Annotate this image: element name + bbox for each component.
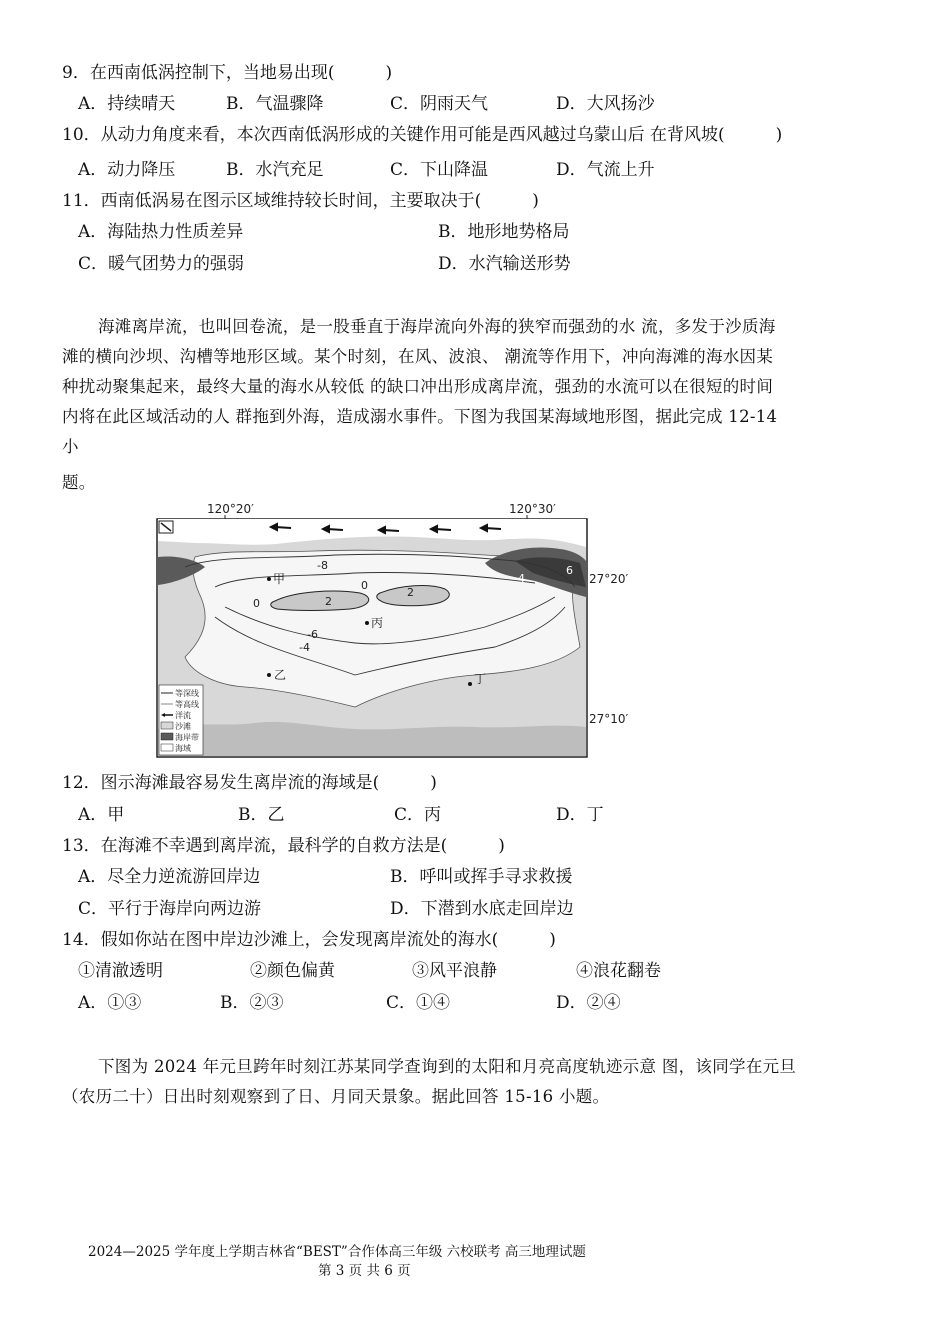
passage1-line-3: 种扰动聚集起来，最终大量的海水从较低 的缺口冲出形成离岸流，强劲的水流可以在很短的时间 [62,377,774,396]
question-11-stem: 11．西南低涡易在图示区域维持较长时间，主要取决于( ) [62,191,539,211]
footer-page-number: 第 3 页 共 6 页 [318,1263,411,1279]
q14-option-d: D．②④ [556,993,621,1013]
legend-depth-contour: 等深线 [175,689,199,698]
q10-option-b: B．水汽充足 [226,160,324,180]
question-9-stem: 9．在西南低涡控制下，当地易出现( ) [62,63,393,83]
contour-label-6: 6 [566,564,573,577]
q13-option-b: B．呼叫或挥手寻求救援 [390,867,573,887]
q13-option-d: D．下潜到水底走回岸边 [390,899,574,919]
q13-option-a: A．尽全力逆流游回岸边 [78,867,261,887]
question-13-stem: 13．在海滩不幸遇到离岸流，最科学的自救方法是( ) [62,836,505,856]
legend-ocean-current: 洋流 [175,711,191,720]
passage1-line-6: 题。 [62,473,96,492]
q10-option-d: D．气流上升 [556,160,655,180]
q14-option-a: A．①③ [78,993,142,1013]
map-frame [157,519,587,757]
passage-rip-current [62,312,882,498]
map-lon-right: 120°30′ [509,502,556,516]
legend-coastal-zone: 海岸带 [175,733,199,742]
q13-option-c: C．平行于海岸向两边游 [78,899,262,919]
contour-label-2a: 2 [325,595,332,608]
map-legend [159,685,203,755]
passage1-line-2: 滩的横向沙坝、沟槽等地形区域。某个时刻，在风、波浪、 潮流等作用下，冲向海滩的海水因某 [62,347,774,366]
place-ding: 丁 [474,672,487,686]
q14-option-b: B．②③ [220,993,284,1013]
q11-option-d: D．水汽输送形势 [438,254,571,274]
q12-option-d: D．丁 [556,805,604,825]
q12-option-b: B．乙 [238,805,285,825]
passage2-line-1: 下图为 2024 年元旦跨年时刻江苏某同学查询到的太阳和月亮高度轨迹示意 图，该同学在元旦 [98,1057,797,1076]
q14-option-c: C．①④ [386,993,451,1013]
question-14-stem: 14．假如你站在图中岸边沙滩上，会发现离岸流处的海水( ) [62,930,556,950]
passage1-line-4: 内将在此区域活动的人 群拖到外海，造成溺水事件。下图为我国某海域地形图，据此完成 12-14 [62,407,778,426]
map-lon-left: 120°20′ [207,502,254,516]
place-yi: 乙 [274,668,287,682]
passage2-line-2: （农历二十）日出时刻观察到了日、月同天景象。据此回答 15-16 小题。 [62,1087,610,1106]
q14-item-3: ③风平浪静 [412,961,497,981]
contour-label-0a: 0 [361,579,368,592]
legend-elevation-contour: 等高线 [175,700,199,709]
q12-option-c: C．丙 [394,805,442,825]
q12-option-a: A．甲 [78,805,125,825]
q9-option-d: D．大风扬沙 [556,94,655,114]
legend-sand-beach: 沙滩 [175,722,191,731]
passage1-line-5: 小 [62,437,79,456]
question-12-stem: 12．图示海滩最容易发生离岸流的海域是( ) [62,773,437,793]
passage1-line-1: 海滩离岸流，也叫回卷流，是一股垂直于海岸流向外海的狭窄而强劲的水 流，多发于沙质海 [98,317,776,336]
q11-option-b: B．地形地势格局 [438,222,570,242]
place-jia: 甲 [273,572,286,586]
contour-label-0b: 0 [253,597,260,610]
q9-option-c: C．阴雨天气 [390,94,489,114]
q14-item-2: ②颜色偏黄 [250,961,335,981]
contour-label-2b: 2 [407,586,414,599]
q10-option-a: A．动力降压 [78,160,176,180]
contour-label-neg8: -8 [317,559,328,572]
legend-sea-area: 海域 [175,744,191,753]
q10-option-c: C．下山降温 [390,160,489,180]
q11-option-c: C．暖气团势力的强弱 [78,254,245,274]
contour-label-neg4: -4 [299,641,310,654]
q14-item-1: ①清澈透明 [78,961,163,981]
q14-item-4: ④浪花翻卷 [576,961,661,981]
q9-option-a: A．持续晴天 [78,94,176,114]
q9-option-b: B．气温骤降 [226,94,324,114]
passage-sun-moon [62,1052,882,1112]
map-lat-top: 27°20′ [589,572,629,586]
contour-label-neg6: -6 [307,628,318,641]
q11-option-a: A．海陆热力性质差异 [78,222,244,242]
sea-area-terrain-map [155,497,635,759]
place-bing: 丙 [371,616,384,630]
map-lat-bottom: 27°10′ [589,712,629,726]
contour-label-4: 4 [518,572,525,585]
question-10-stem: 10．从动力角度来看，本次西南低涡形成的关键作用可能是西风越过乌蒙山后 在背风坡( ) [62,125,783,145]
footer-exam-title: 2024—2025 学年度上学期吉林省“BEST”合作体高三年级 六校联考 高三地理试题 [88,1244,586,1260]
